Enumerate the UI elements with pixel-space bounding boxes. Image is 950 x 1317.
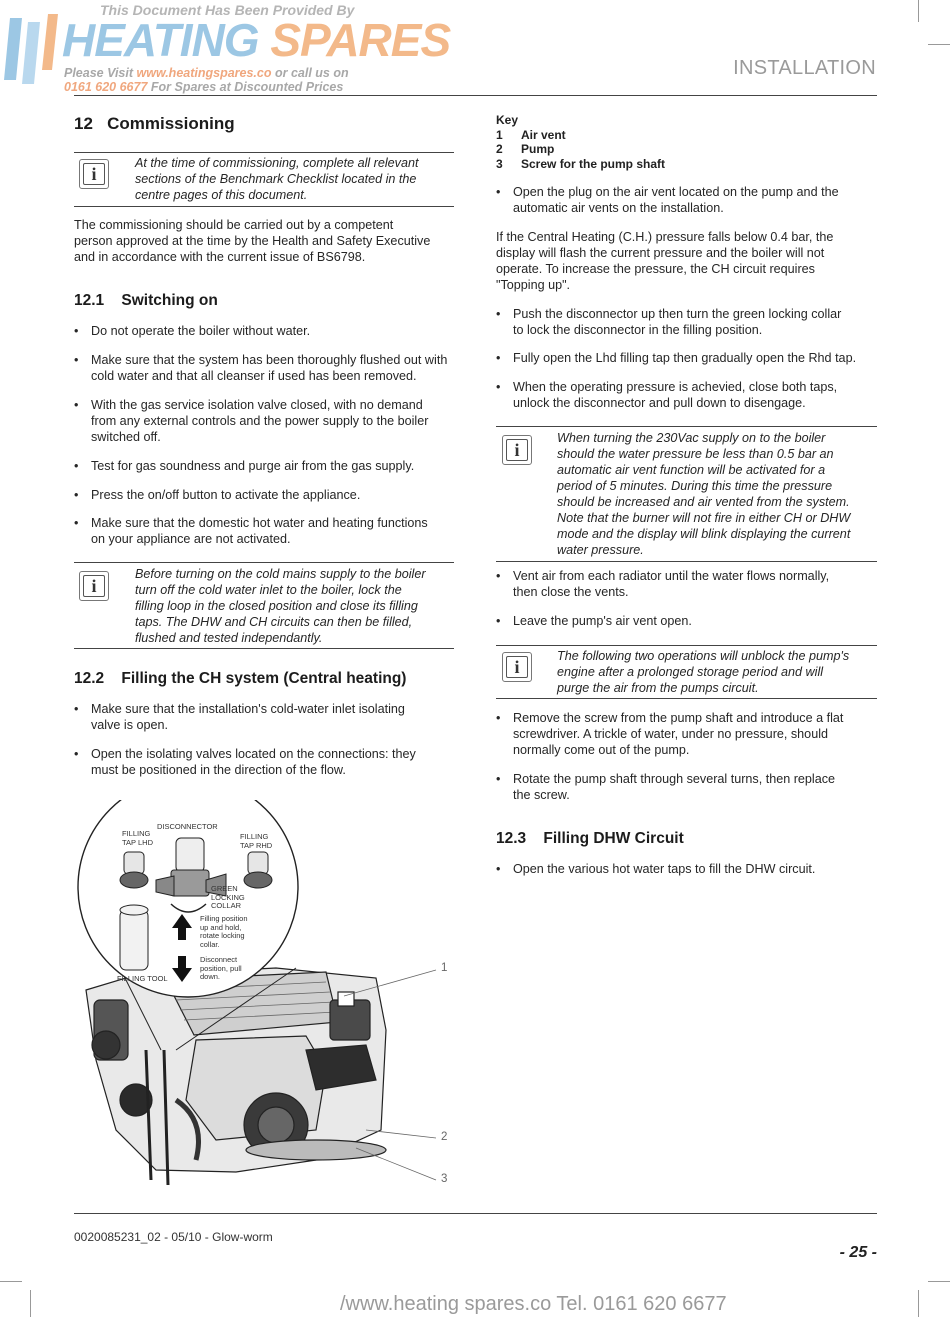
list-item: • Do not operate the boiler without water. — [74, 323, 310, 339]
info-icon: i — [502, 435, 532, 465]
info-icon: i — [79, 571, 109, 601]
callout-line-3 — [356, 1148, 436, 1180]
watermark-visit-line: Please Visit www.heatingspares.co or call us on — [64, 66, 349, 80]
note-rule — [74, 562, 454, 563]
crop-mark — [928, 1281, 950, 1282]
list-item: • With the gas service isolation valve closed, with no demand from any external controls and the power supply to the boiler switched off. — [74, 397, 428, 445]
label-green-locking-collar: GREEN LOCKING COLLAR — [211, 884, 245, 910]
note-rule — [496, 426, 877, 427]
header-rule — [74, 95, 877, 96]
label-disconnect-position: Disconnect position, pull down. — [200, 955, 242, 981]
figure-key: Key 1 Air vent 2 Pump 3 Screw for the pump shaft — [496, 113, 666, 171]
crop-mark — [928, 44, 950, 45]
section-heading-12-1: 12.1 Switching on — [74, 292, 218, 309]
note-rule — [74, 648, 454, 649]
list-item: • Make sure that the installation's cold-water inlet isolating valve is open. — [74, 701, 405, 733]
list-item: • Make sure that the system has been thoroughly flushed out with cold water and that all cleanser if used has been removed. — [74, 352, 447, 384]
list-item: • Rotate the pump shaft through several turns, then replace the screw. — [496, 771, 835, 803]
filling-tap-left-illustration — [120, 852, 148, 888]
label-filling-tool: FILLING TOOL — [117, 974, 168, 983]
callout-number: 2 — [441, 1131, 448, 1143]
pressure-paragraph: If the Central Heating (C.H.) pressure falls below 0.4 bar, the display will flash the current pressure and the boiler will not operate. To increase the pressure, the CH circuit requires "Topping up". — [496, 230, 834, 292]
info-icon: i — [79, 159, 109, 189]
note-pump-unblock: The following two operations will unblock the pump's engine after a prolonged storage period and will purge the air from the pumps circuit. — [557, 649, 850, 695]
watermark-logo: HEATING SPARES — [62, 14, 451, 66]
label-filling-tap-rhd: FILLING TAP RHD — [240, 832, 273, 850]
note-cold-mains: Before turning on the cold mains supply to the boiler turn off the cold water inlet to the boiler, lock the filling loop in the closed position and close its filling taps. The DHW and CH circuits can then be filled, flushed and tested independantly. — [135, 567, 426, 645]
crop-mark — [918, 0, 919, 22]
crop-mark — [0, 1281, 22, 1282]
footer-rule — [74, 1213, 877, 1214]
crop-mark — [30, 1290, 31, 1317]
boiler-body-illustration — [86, 968, 386, 1185]
section-heading-12-3: 12.3 Filling DHW Circuit — [496, 830, 684, 847]
note-rule — [496, 561, 877, 562]
watermark-phone-line: 0161 620 6677 For Spares at Discounted Prices — [64, 80, 344, 94]
callout-number: 3 — [441, 1173, 448, 1185]
intro-paragraph: The commissioning should be carried out by a competent person approved at the time by the Health and Safety Executive and in accordance with the current issue of BS6798. — [74, 218, 431, 264]
label-filling-tap-lhd: FILLING TAP LHD — [122, 829, 153, 847]
list-item: • Push the disconnector up then turn the green locking collar to lock the disconnector in the filling position. — [496, 306, 841, 338]
crop-mark — [918, 1290, 919, 1317]
list-item: • Make sure that the domestic hot water and heating functions on your appliance are not activated. — [74, 515, 428, 547]
boiler-filling-diagram — [76, 800, 466, 1195]
section-header: INSTALLATION — [733, 57, 876, 79]
label-disconnector: DISCONNECTOR — [157, 822, 218, 831]
label-filling-position: Filling position up and hold, rotate locking collar. — [200, 914, 248, 949]
watermark-provided-by: This Document Has Been Provided By — [100, 2, 355, 18]
list-item: • Leave the pump's air vent open. — [496, 613, 692, 629]
watermark-url-link[interactable]: www.heatingspares.co — [136, 66, 272, 80]
note-benchmark: At the time of commissioning, complete all relevant sections of the Benchmark Checklist located in the centre pages of this document. — [135, 156, 419, 202]
page-title: 12 Commissioning — [74, 114, 235, 133]
info-icon: i — [502, 652, 532, 682]
list-item: • Open the plug on the air vent located on the pump and the automatic air vents on the installation. — [496, 184, 839, 216]
note-230vac: When turning the 230Vac supply on to the boiler should the water pressure be less than 0.5 bar an automatic air vent function will be activated for a period of 5 minutes. During this time the pressure should be increased and air vented from the system. Note that the burner will not fire in either CH or DHW mode and the display will blink displaying the current water pressure. — [557, 431, 851, 557]
list-item: • When the operating pressure is achevied, close both taps, unlock the disconnector and pull down to disengage. — [496, 379, 837, 411]
note-rule — [74, 152, 454, 153]
callout-line-2 — [366, 1130, 436, 1138]
watermark-bottom-contact: /www.heating spares.co Tel. 0161 620 6677 — [340, 1293, 727, 1315]
list-item: • Vent air from each radiator until the water flows normally, then close the vents. — [496, 568, 829, 600]
filling-tap-right-illustration — [244, 852, 272, 888]
note-rule — [74, 206, 454, 207]
document-reference: 0020085231_02 - 05/10 - Glow-worm — [74, 1230, 273, 1244]
heating-spares-logo-icon — [2, 10, 62, 88]
list-item: • Fully open the Lhd filling tap then gradually open the Rhd tap. — [496, 350, 856, 366]
list-item: • Remove the screw from the pump shaft and introduce a flat screwdriver. A trickle of water, under no pressure, should normally come out of the pump. — [496, 710, 843, 758]
callout-number: 1 — [441, 962, 448, 974]
page-number: - 25 - — [839, 1244, 877, 1261]
list-item: • Test for gas soundness and purge air from the gas supply. — [74, 458, 414, 474]
note-rule — [496, 698, 877, 699]
list-item: • Press the on/off button to activate the appliance. — [74, 487, 360, 503]
note-rule — [496, 645, 877, 646]
section-heading-12-2: 12.2 Filling the CH system (Central heating) — [74, 670, 407, 687]
list-item: • Open the various hot water taps to fill the DHW circuit. — [496, 861, 815, 877]
filling-tool-illustration — [120, 905, 148, 970]
list-item: • Open the isolating valves located on the connections: they must be positioned in the direction of the flow. — [74, 746, 416, 778]
